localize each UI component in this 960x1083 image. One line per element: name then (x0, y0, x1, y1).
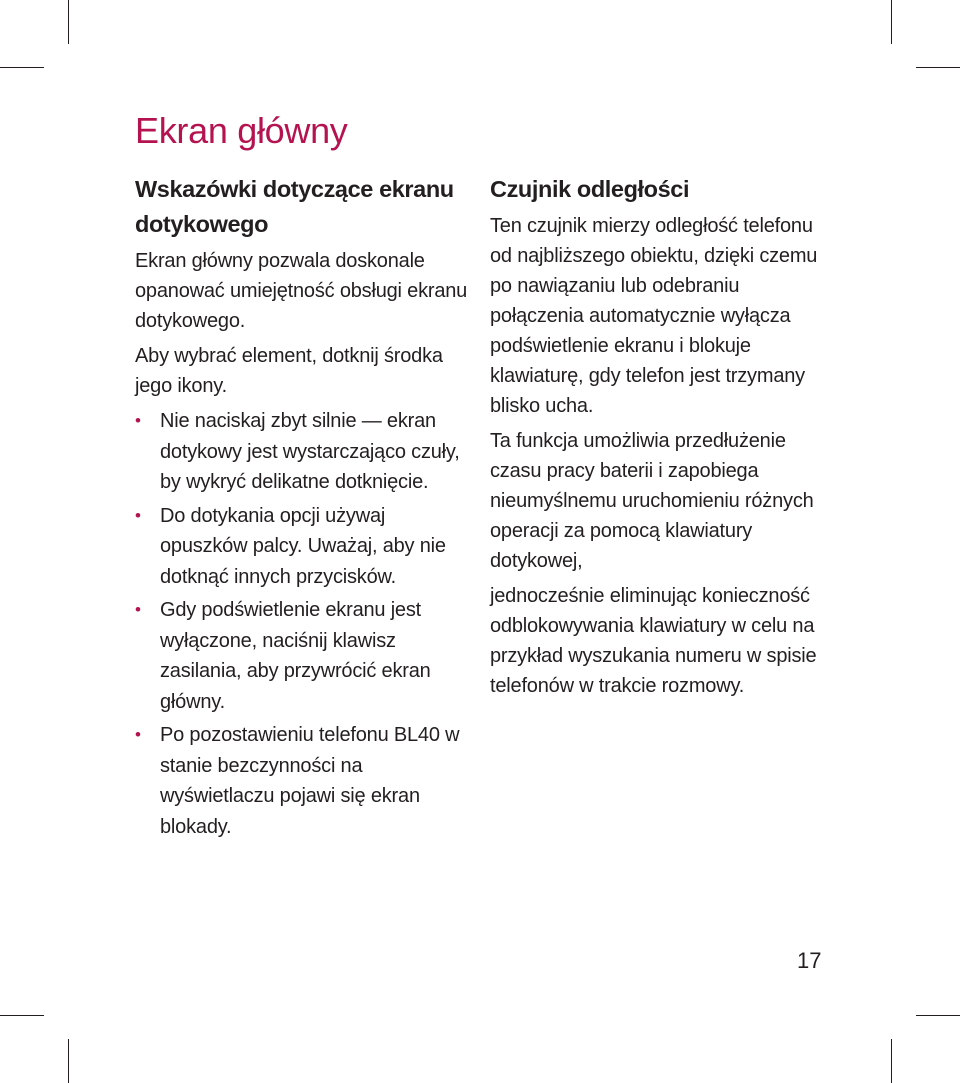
paragraph: Aby wybrać element, dotknij środka jego ikony. (135, 345, 443, 397)
paragraph: jednocześnie eliminując konieczność odblokowywania klawiatury w celu na przykład wyszukania numeru w spisie telefonów w trakcie rozmowy. (490, 585, 817, 697)
crop-mark (891, 1039, 892, 1083)
list-item-text: Gdy podświetlenie ekranu jest wyłączone, naciśnij klawisz zasilania, aby przywrócić ekran główny. (160, 599, 431, 713)
right-column (490, 172, 820, 706)
paragraph: Ekran główny pozwala doskonale opanować umiejętność obsługi ekranu dotykowego. (135, 250, 468, 332)
crop-mark (0, 67, 44, 68)
list-item (135, 406, 475, 498)
list-item (135, 501, 475, 593)
list-item-text: Do dotykania opcji używaj opuszków palcy. Uważaj, aby nie dotknąć innych przycisków. (160, 504, 446, 588)
crop-mark (891, 0, 892, 44)
section-heading: Czujnik odległości (490, 176, 690, 202)
bullet-icon: • (135, 725, 141, 744)
list-item (135, 720, 475, 842)
crop-mark (916, 67, 960, 68)
list-item-text: Nie naciskaj zbyt silnie — ekran dotykowy jest wystarczająco czuły, by wykryć delikatne dotknięcie. (160, 410, 460, 493)
left-column (135, 172, 475, 845)
crop-mark (68, 0, 69, 44)
crop-mark (916, 1015, 960, 1016)
bullet-icon: • (135, 600, 141, 619)
list-item-text: Po pozostawieniu telefonu BL40 w stanie bezczynności na wyświetlaczu pojawi się ekran blokady. (160, 724, 460, 838)
bullet-list (135, 406, 475, 842)
crop-mark (0, 1015, 44, 1016)
section-heading: Wskazówki dotyczące ekranu dotykowego (135, 176, 454, 237)
paragraph: Ta funkcja umożliwia przedłużenie czasu pracy baterii i zapobiega nieumyślnemu uruchomieniu różnych operacji za pomocą klawiatury dotykowej, (490, 430, 814, 572)
crop-mark (68, 1039, 69, 1083)
page-number: 17 (797, 948, 822, 973)
bullet-icon: • (135, 505, 141, 525)
list-item (135, 595, 475, 717)
bullet-icon: • (135, 411, 141, 430)
page-title: Ekran główny (135, 110, 348, 151)
paragraph: Ten czujnik mierzy odległość telefonu od najbliższego obiektu, dzięki czemu po nawiązaniu lub odebraniu połączenia automatycznie wyłącza podświetlenie ekranu i blokuje klawiaturę, gdy telefon jest trzymany blisko ucha. (490, 215, 818, 417)
